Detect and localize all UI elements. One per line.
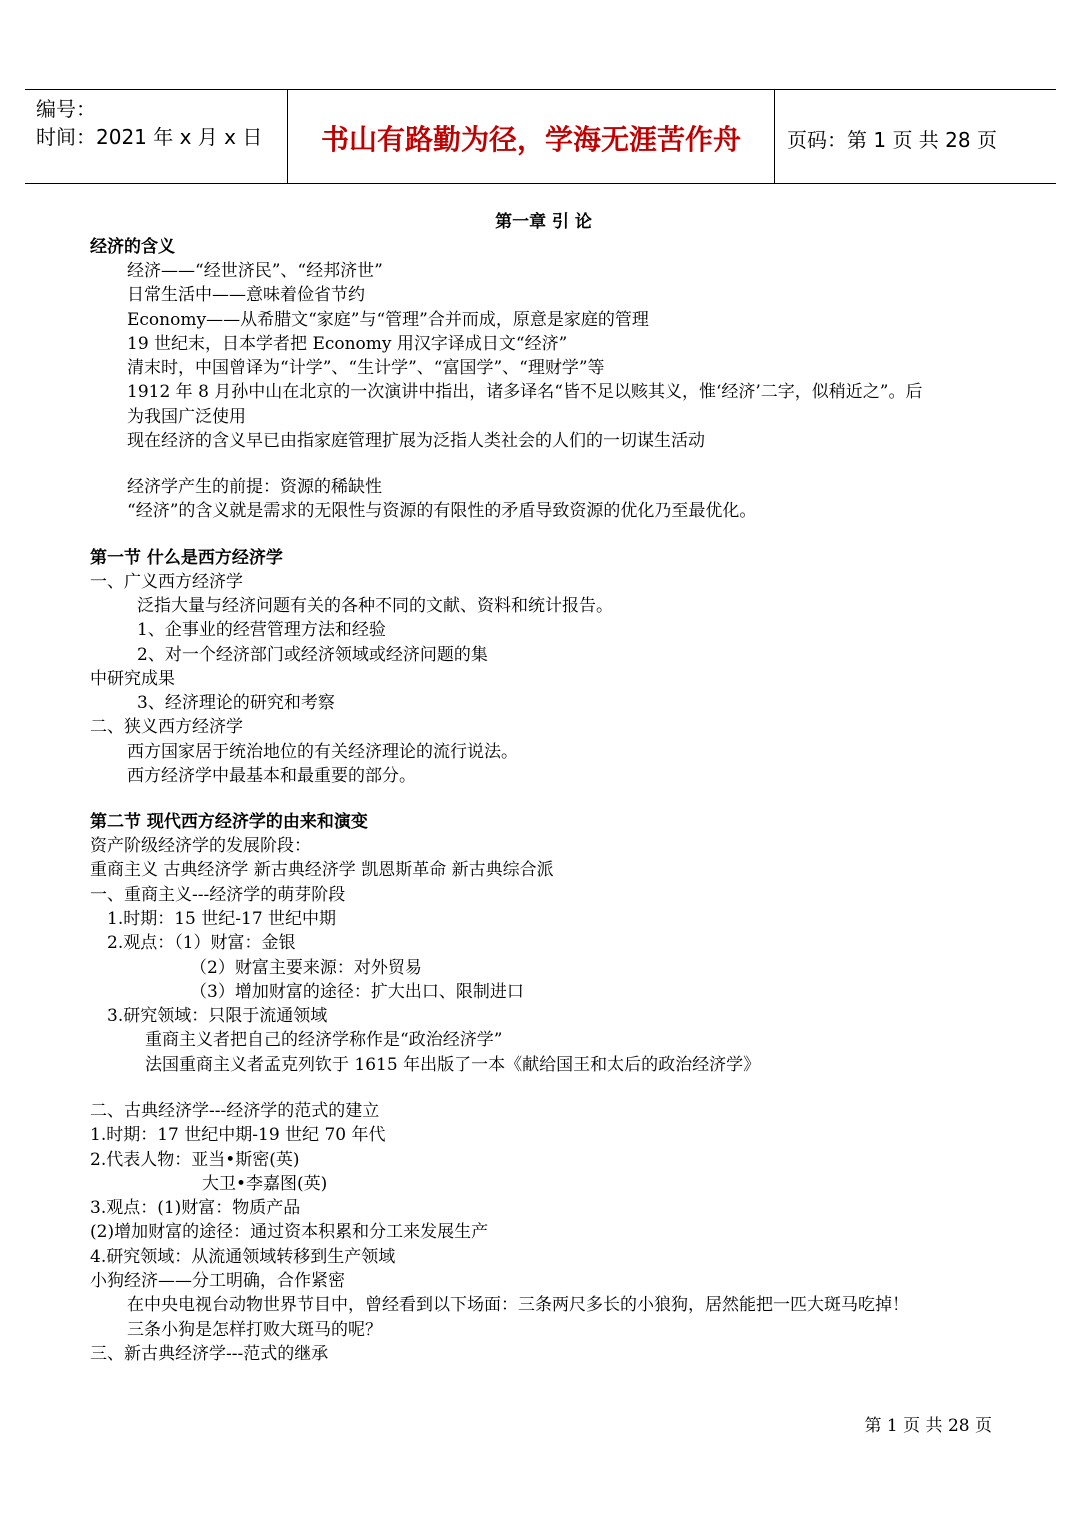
text-line: 1、企事业的经营管理方法和经验 (137, 620, 386, 640)
text-line: （3）增加财富的途径：扩大出口、限制进口 (190, 982, 524, 1002)
text-line: 三、新古典经济学---范式的继承 (90, 1344, 329, 1364)
text-line: 二、狭义西方经济学 (90, 717, 243, 737)
section-heading: 经济的含义 (90, 237, 175, 257)
text-line: 1.时期：15 世纪-17 世纪中期 (107, 909, 337, 929)
text-line: 一、广义西方经济学 (90, 572, 243, 592)
text-line: 1.时期：17 世纪中期-19 世纪 70 年代 (90, 1125, 386, 1145)
chapter-title: 第一章 引 论 (495, 212, 592, 232)
page-code: 页码：第 1 页 共 28 页 (787, 128, 997, 152)
text-line: 2、对一个经济部门或经济领域或经济问题的集 (137, 645, 488, 665)
text-line: 小狗经济——分工明确，合作紧密 (90, 1271, 345, 1291)
page-footer: 第 1 页 共 28 页 (864, 1416, 992, 1436)
text-line: 重商主义 古典经济学 新古典经济学 凯恩斯革命 新古典综合派 (90, 860, 554, 880)
text-line: 日常生活中——意味着俭省节约 (127, 285, 365, 305)
text-line: 二、古典经济学---经济学的范式的建立 (90, 1101, 380, 1121)
text-line: 西方国家居于统治地位的有关经济理论的流行说法。 (127, 742, 518, 762)
text-line: 4.研究领域：从流通领域转移到生产领域 (90, 1247, 396, 1267)
text-line: (2)增加财富的途径：通过资本积累和分工来发展生产 (90, 1222, 489, 1242)
time-label: 时间：2021 年 x 月 x 日 (36, 125, 263, 149)
text-line: 西方经济学中最基本和最重要的部分。 (127, 766, 416, 786)
text-line: 三条小狗是怎样打败大斑马的呢？ (127, 1320, 382, 1340)
text-line: 一、重商主义---经济学的萌芽阶段 (90, 885, 346, 905)
section-heading: 第一节 什么是西方经济学 (90, 548, 283, 568)
text-line: “经济”的含义就是需求的无限性与资源的有限性的矛盾导致资源的优化乃至最优化。 (127, 501, 757, 521)
text-line: 泛指大量与经济问题有关的各种不同的文献、资料和统计报告。 (137, 596, 613, 616)
text-line: 为我国广泛使用 (127, 407, 246, 427)
text-line: 现在经济的含义早已由指家庭管理扩展为泛指人类社会的人们的一切谋生活动 (127, 431, 705, 451)
text-line: 3.观点：(1)财富：物质产品 (90, 1198, 301, 1218)
text-line: Economy——从希腊文“家庭”与“管理”合并而成，原意是家庭的管理 (127, 310, 649, 330)
text-line: 大卫•李嘉图(英) (202, 1174, 328, 1194)
text-line: 经济——“经世济民”、“经邦济世” (127, 261, 383, 281)
text-line: 中研究成果 (90, 669, 175, 689)
text-line: 重商主义者把自己的经济学称作是“政治经济学” (145, 1030, 503, 1050)
text-line: 1912 年 8 月孙中山在北京的一次演讲中指出，诸多译名“皆不足以赅其义，惟‘经济’二字，似稍近之”。后 (127, 382, 923, 402)
text-line: 在中央电视台动物世界节目中，曾经看到以下场面：三条两尺多长的小狼狗，居然能把一匹大斑马吃掉！ (127, 1295, 909, 1315)
text-line: 经济学产生的前提：资源的稀缺性 (127, 477, 382, 497)
text-line: 19 世纪末，日本学者把 Economy 用汉字译成日文“经济” (127, 334, 568, 354)
text-line: 2.代表人物：亚当•斯密(英) (90, 1150, 300, 1170)
number-label: 编号： (36, 97, 96, 121)
text-line: 3.研究领域：只限于流通领域 (107, 1006, 328, 1026)
text-line: 资产阶级经济学的发展阶段： (90, 836, 311, 856)
text-line: 清末时，中国曾译为“计学”、“生计学”、“富国学”、“理财学”等 (127, 358, 605, 378)
text-line: 2.观点：（1）财富：金银 (107, 933, 296, 953)
text-line: （2）财富主要来源：对外贸易 (190, 958, 422, 978)
motto-text: 书山有路勤为径，学海无涯苦作舟 (320, 123, 741, 156)
text-line: 法国重商主义者孟克列钦于 1615 年出版了一本《献给国王和太后的政治经济学》 (145, 1055, 761, 1075)
section-heading: 第二节 现代西方经济学的由来和演变 (90, 812, 368, 832)
text-line: 3、经济理论的研究和考察 (137, 693, 335, 713)
